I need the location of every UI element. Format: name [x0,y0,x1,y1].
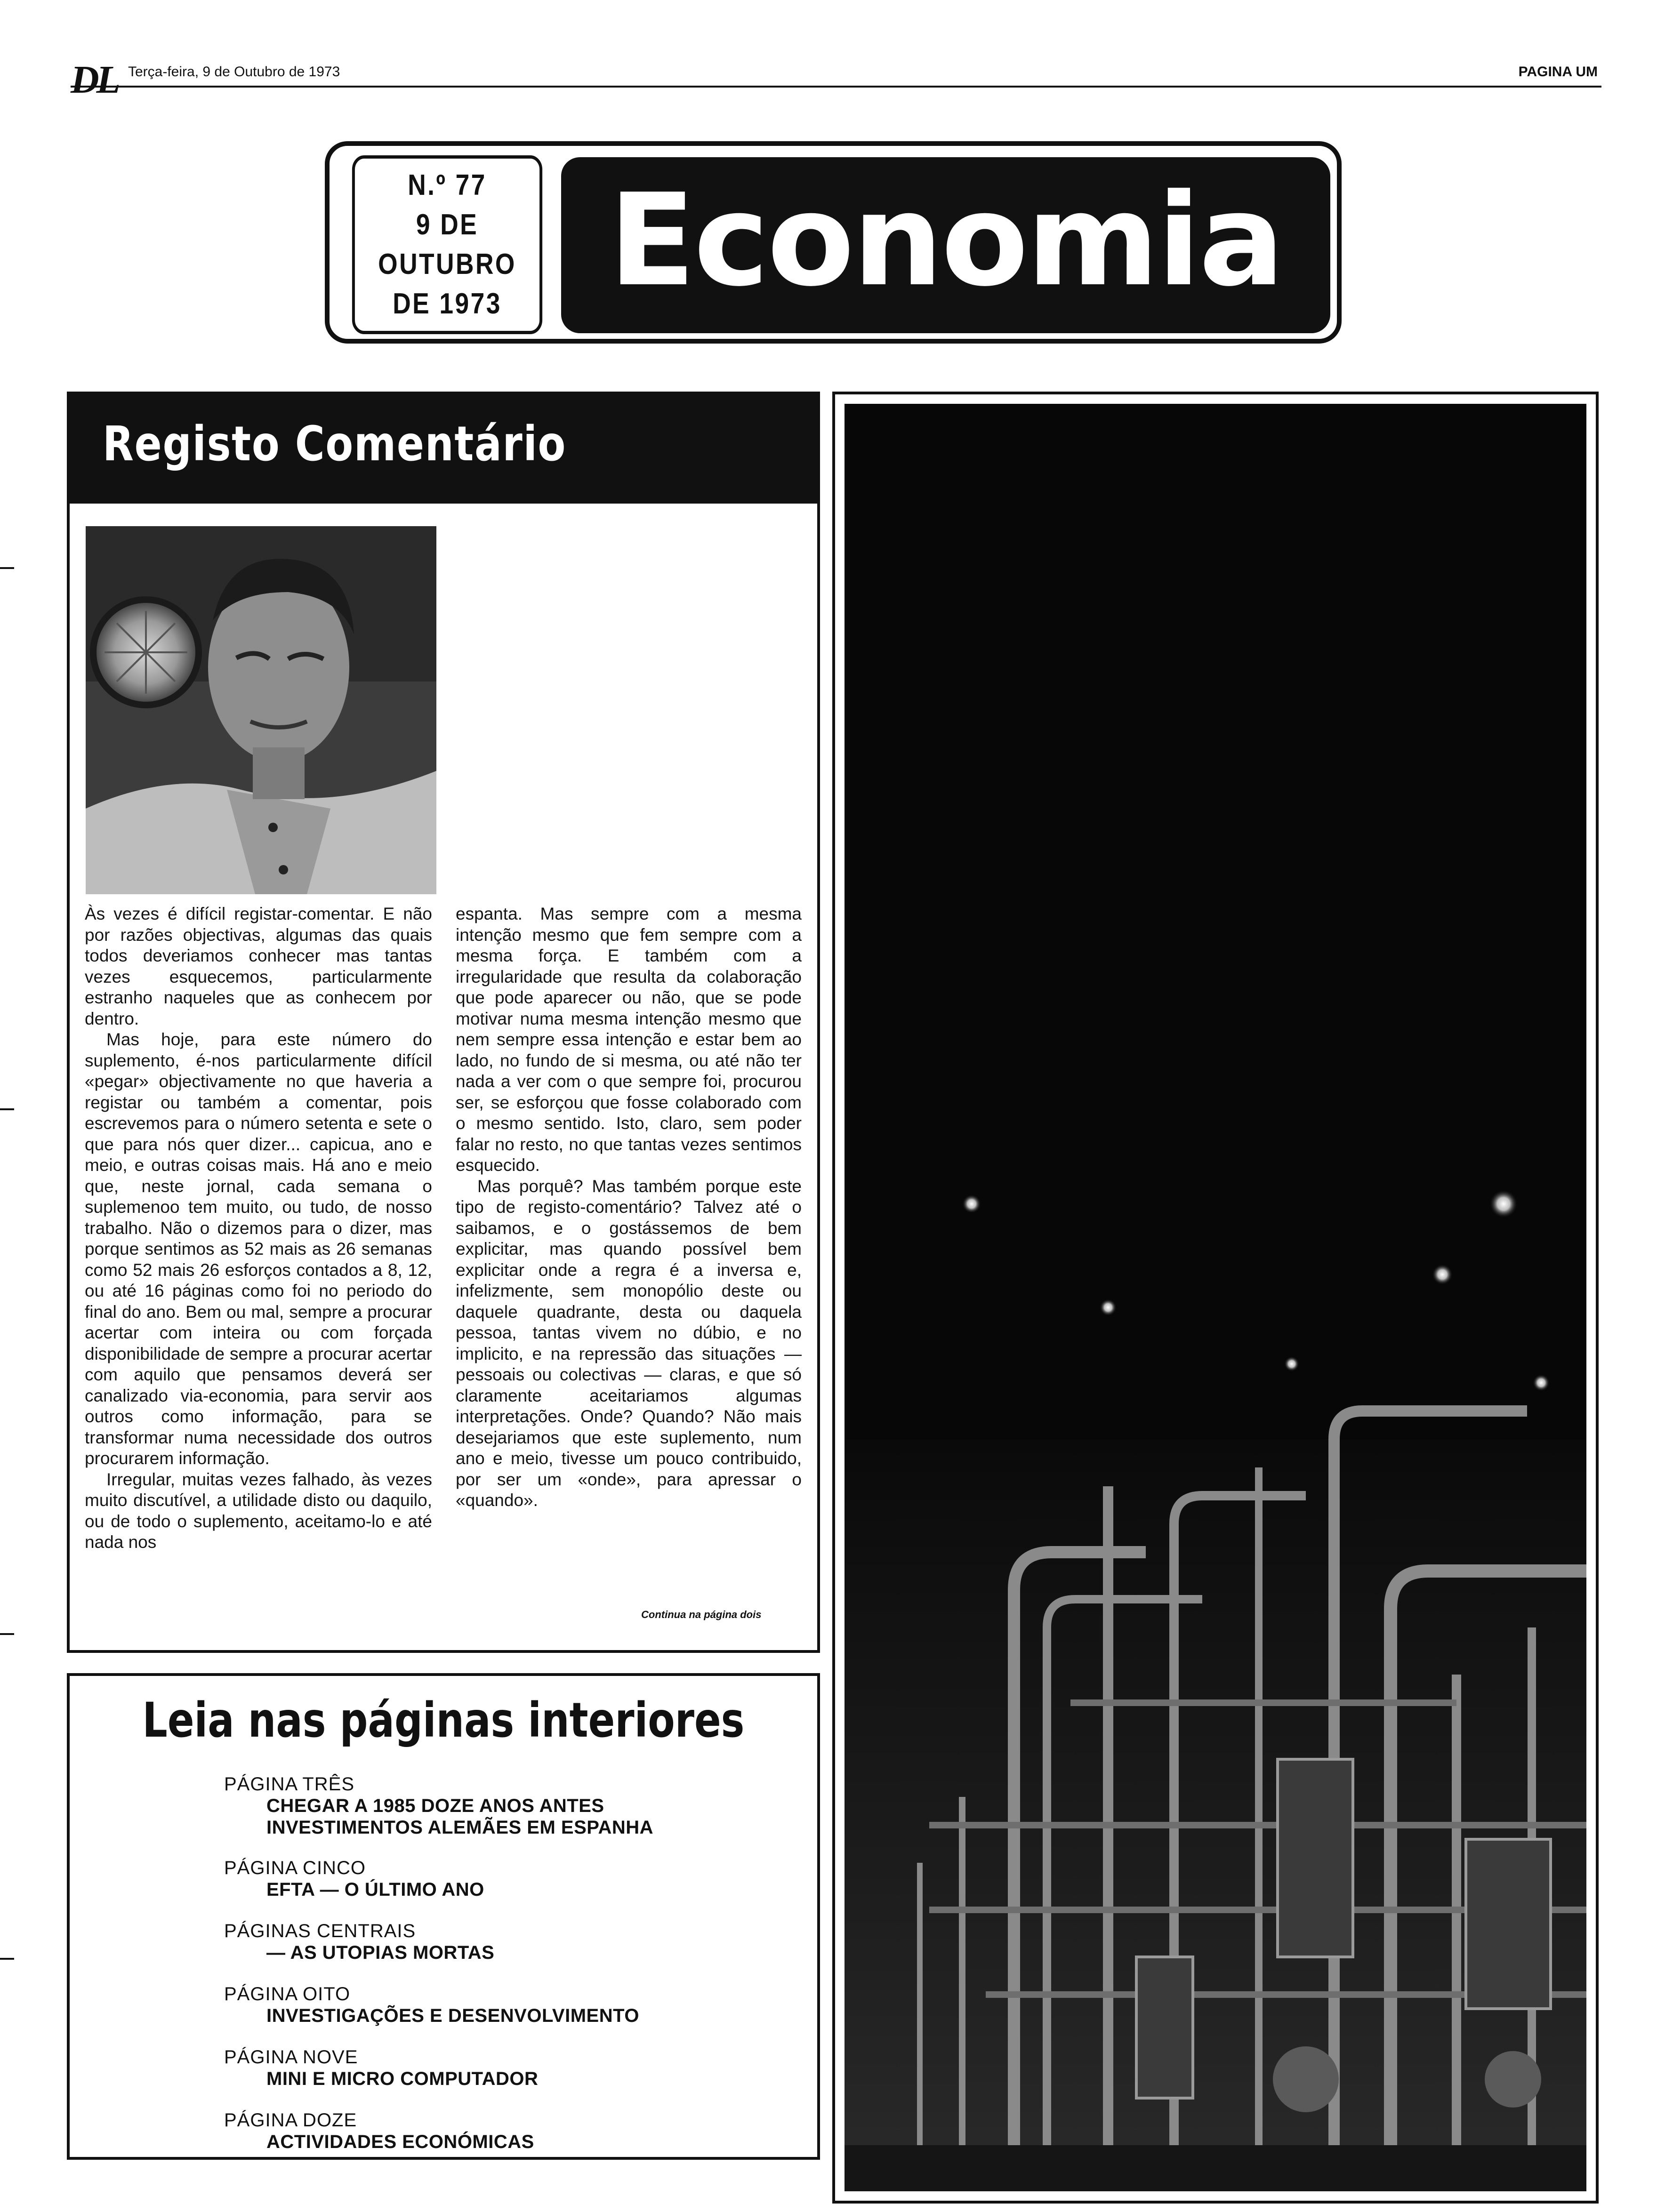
article-column-2 [456,904,802,1511]
toc-page-label: PÁGINA NOVE [224,2047,358,2068]
toc-headline: EFTA — O ÚLTIMO ANO [266,1879,484,1900]
margin-mark [0,567,14,569]
masthead-rule [71,86,1601,88]
toc-headline: — AS UTOPIAS MORTAS [266,1942,495,1963]
issue-number: N.º 77 [408,169,487,201]
author-portrait [86,526,436,894]
newspaper-logo: DL [71,58,118,102]
section-title: Economia [609,166,1283,314]
toc-page-label: PÁGINA CINCO [224,1858,366,1878]
toc-headline: MINI E MICRO COMPUTADOR [266,2068,539,2089]
margin-mark [0,1633,14,1635]
article-paragraph: Mas hoje, para este número do suplemento, é-nos particularmente difícil «pegar» objectivamente no que haveria a registar ou também a comentar, pois escrevemos para o número setenta e sete o que para nós quer dizer... capicua, ano e meio, e outras coisas mais. Há ano e meio que, neste jornal, cada semana o suplemenoo tem muito, ou tudo, de nosso trabalho. Não o dizemos para o dizer, mas porque sentimos as 52 mais as 26 semanas como 52 mais 26 esforços contados a 8, 12, ou até 16 páginas como foi no periodo do final do ano. Bem ou mal, sempre a procurar acertar com inteira ou com forçada disponibilidade de sempre a procurar acertar com aquilo que pensamos deverá ser canalizado via-economia, para servir aos outros como informação, para se transformar numa necessidade dos outros procurarem informação. [85,1030,432,1468]
toc-entry [224,2046,538,2090]
toc-page-label: PÁGINA DOZE [224,2110,357,2131]
toc-entry [224,1983,639,2027]
toc-entry [224,1857,484,1900]
issue-day: 9 DE [416,208,479,241]
margin-mark [0,1958,14,1960]
issue-box [352,155,542,334]
toc-page-label: PÁGINA OITO [224,1984,351,2004]
toc-headline: CHEGAR A 1985 DOZE ANOS ANTES [266,1795,604,1816]
refinery-photo [845,404,1586,2191]
toc-entry [224,1920,494,1964]
toc-headline: INVESTIGAÇÕES E DESENVOLVIMENTO [266,2005,639,2026]
margin-mark [0,1108,14,1110]
toc-page-label: PÁGINAS CENTRAIS [224,1921,416,1941]
article-paragraph: espanta. Mas sempre com a mesma intenção mesmo que fem sempre com a mesma força. E também com a irregularidade que resulta da colaboração que pode aparecer ou não, que se pode motivar numa mesma intenção mesmo que nem sempre essa intenção e estar bem ao lado, no fundo de si mesma, ou até não ter nada a ver com o que sempre foi, procurou ser, se esforçou que fosse colaborado com o mesmo sentido. Isto, claro, sem poder falar no resto, no que tantas vezes sentimos esquecido. [456,904,802,1175]
toc-page-label: PÁGINA TRÊS [224,1774,355,1795]
toc-headline: INVESTIMENTOS ALEMÃES EM ESPANHA [266,1817,654,1838]
article-paragraph: Mas porquê? Mas também porque este tipo de registo-comentário? Talvez até o saibamos, e o gostássemos de bem explicitar, mas quando possível bem explicitar onde a regra é a inversa e, infelizmente, sem monopólio deste ou daquele quadrante, desta ou daquela pessoa, tantas vivem no dúbio, e no implicito, e na repressão das situações — pessoais ou colectivas — claras, e que só claramente aceitariamos algumas interpretações. Onde? Quando? Não mais desejariamos que este suplemento, num ano e meio, tivesse um pouco contribuido, por ser um «onde», para apressar o «quando». [456,1176,802,1510]
toc-entry [224,2109,534,2153]
article-title: Registo Comentário [103,416,567,472]
issue-date: Terça-feira, 9 de Outubro de 1973 [128,64,340,80]
contents-title: Leia nas páginas interiores [142,1692,745,1748]
article-paragraph: Irregular, muitas vezes falhado, às vezes muito discutível, a utilidade disto ou daquilo, ou de todo o suplemento, aceitamo-lo e até nada nos [85,1469,432,1552]
issue-month: OUTUBRO [378,248,516,281]
page-label: PAGINA UM [1518,64,1598,80]
toc-headline: ACTIVIDADES ECONÓMICAS [266,2132,534,2152]
toc-entry [224,1773,653,1838]
section-banner [561,157,1330,333]
article-column-1 [85,904,432,1553]
issue-year: DE 1973 [393,288,502,320]
continues-note: Continua na página dois [641,1609,762,1620]
article-paragraph: Às vezes é difícil registar-comentar. E não por razões objectivas, algumas das quais todos deveriamos conhecer mas tantas vezes esquecemos, particularmente estranho naqueles que as conhecem por dentro. [85,904,432,1028]
portrait-illustration [86,526,436,894]
refinery-illustration [845,404,1586,2191]
